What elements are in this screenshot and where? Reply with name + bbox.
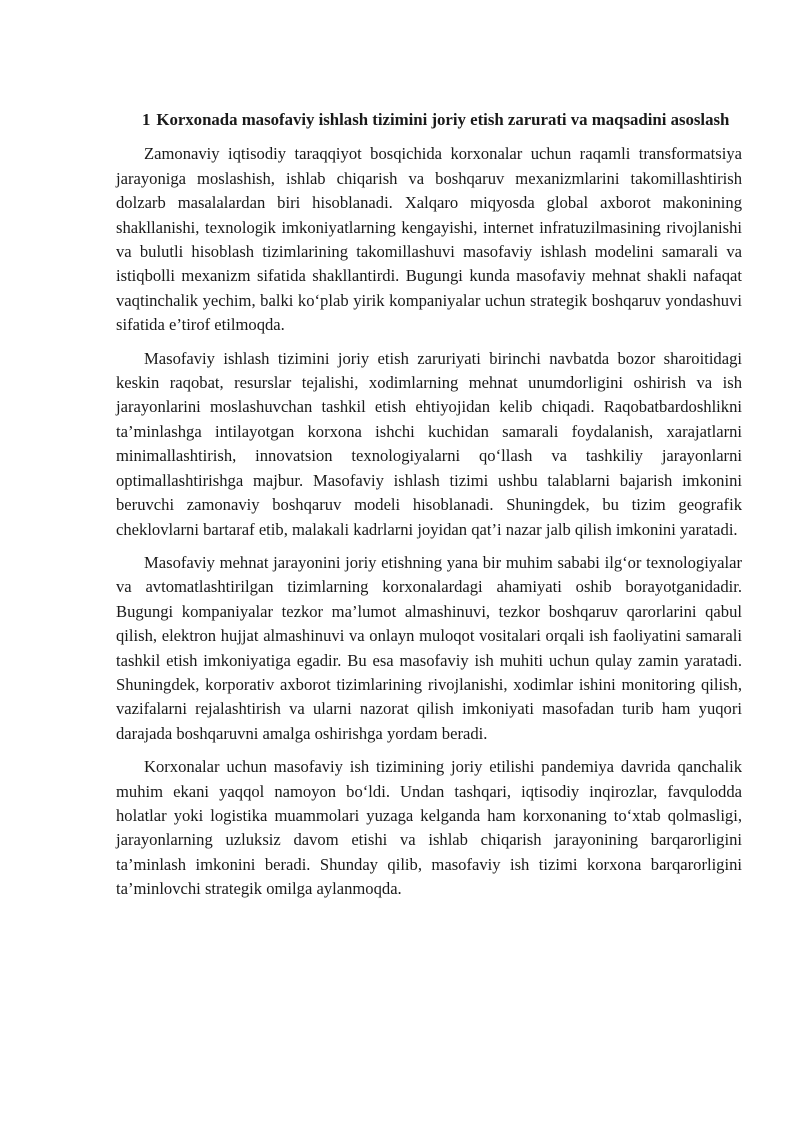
paragraph: Masofaviy ishlash tizimini joriy etish zaruriyati birinchi navbatda bozor sharoitidagi keskin raqobat, resurslar tejalishi, xodimlarning mehnat unumdorligini oshirish va ish jarayonlarini moslashuvchan tashkil etish ehtiyojidan kelib chiqadi. Raqobatbardoshlikni ta’minlashga intilayotgan korxona ishchi kuchidan samarali foydalanish, xarajatlarni minimallashtirish, innovatsion texnologiyalarni qo‘llash va tashkiliy jarayonlarni optimallashtirishga majbur. Masofaviy ishlash tizimi ushbu talablarni bajarish imkonini beruvchi zamonaviy boshqaruv modeli hisoblanadi. Shuningdek, bu tizim geografik cheklovlarni bartaraf etib, malakali kadrlarni joyidan qat’i nazar jalb qilish imkonini yaratadi. (116, 348, 742, 539)
paragraph: Zamonaviy iqtisodiy taraqqiyot bosqichida korxonalar uchun raqamli transformatsiya jarayoniga moslashish, ishlab chiqarish va boshqaruv mexanizmlarini takomillashtirish dolzarb masalalardan biri hisoblanadi. Xalqaro miqyosda global axborot makonining shakllanishi, texnologik imkoniyatlarning kengayishi, internet infratuzilmasining rivojlanishi va bulutli hisoblash tizimlarining takomillashuvi masofaviy ishlash modelini samarali va istiqbolli mexanizm sifatida shakllantirdi. Bugungi kunda masofaviy mehnat shakli nafaqat vaqtinchalik yechim, balki ko‘plab yirik kompaniyalar uchun strategik boshqaruv yondashuvi sifatida e’tirof etilmoqda. (116, 144, 742, 335)
document-body (116, 108, 742, 911)
section-title: Korxonada masofaviy ishlash tizimini joriy etish zarurati va maqsadini asoslash (156, 110, 730, 129)
paragraph: Korxonalar uchun masofaviy ish tizimining joriy etilishi pandemiya davrida qanchalik muhim ekani yaqqol namoyon bo‘ldi. Undan tashqari, iqtisodiy inqirozlar, favqulodda holatlar yoki logistika muammolari yuzaga kelganda ham korxonaning to‘xtab qolmasligi, jarayonlarning uzluksiz davom etishi va ishlab chiqarish jarayonining barqarorligini ta’minlash imkonini beradi. Shunday qilib, masofaviy ish tizimi korxona barqarorligini ta’minlovchi strategik omilga aylanmoqda. (116, 757, 742, 899)
paragraph: Masofaviy mehnat jarayonini joriy etishning yana bir muhim sababi ilg‘or texnologiyalar va avtomatlashtirilgan tizimlarning korxonalardagi ahamiyati oshib borayotganidadir. Bugungi kompaniyalar tezkor ma’lumot almashinuvi, tezkor boshqaruv qarorlarini qabul qilish, elektron hujjat almashinuvi va onlayn muloqot vositalari orqali ish faoliyatini samarali tashkil etish imkoniyatiga egadir. Bu esa masofaviy ish muhiti uchun qulay zamin yaratadi. Shuningdek, korporativ axborot tizimlarining rivojlanishi, xodimlar ishini monitoring qilish, vazifalarni rejalashtirish va ularni nazorat qilish imkoniyati masofadan turib ham yuqori darajada boshqaruvni amalga oshirishga yordam beradi. (116, 552, 742, 743)
section-number: 1 (142, 110, 151, 129)
section-heading (116, 108, 742, 132)
